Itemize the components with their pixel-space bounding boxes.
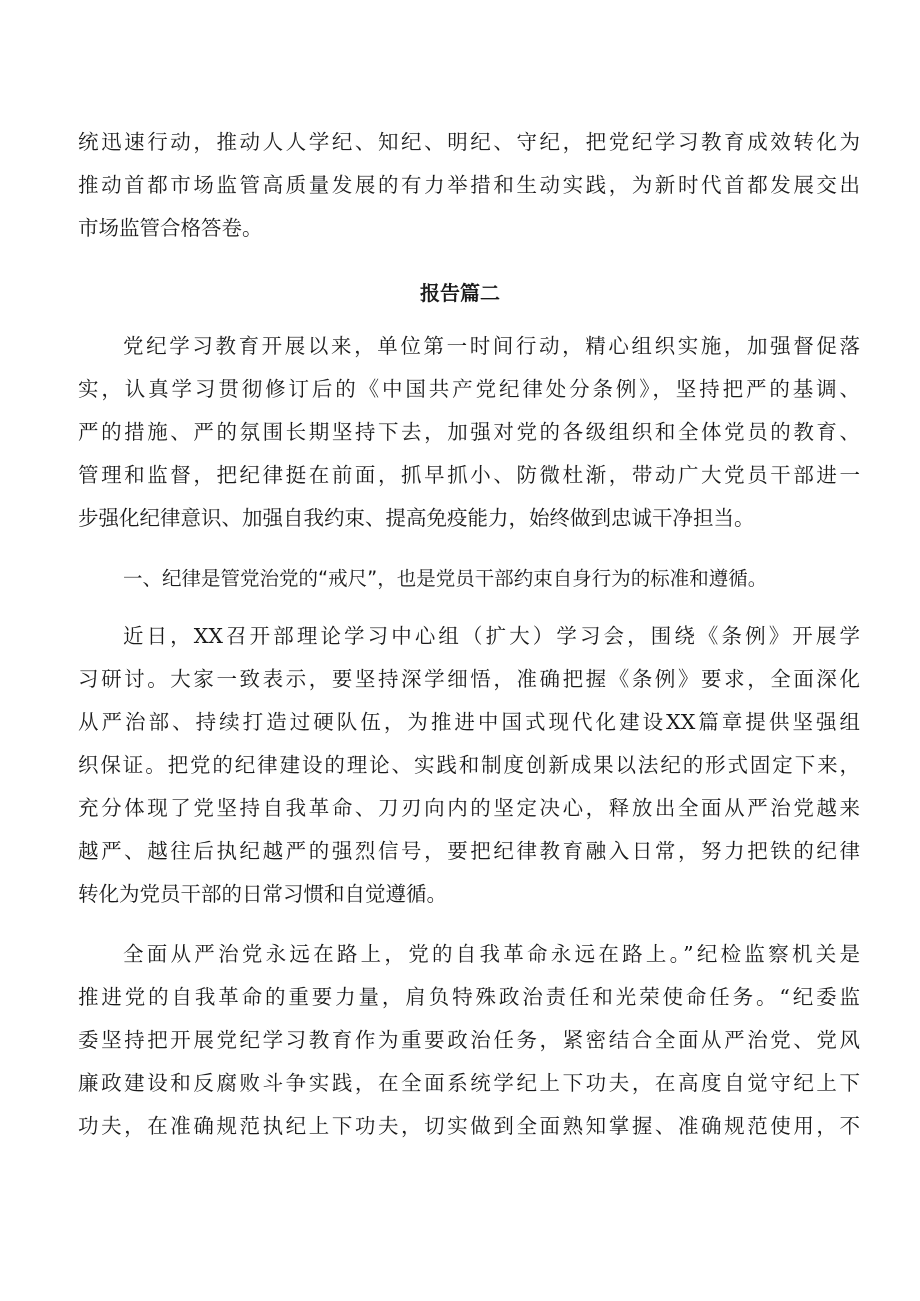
report-heading: 报告篇二	[420, 281, 500, 305]
text-line: 统迅速行动，推动人人学纪、知纪、明纪、守纪，把党纪学习教育成效转化为	[78, 130, 860, 154]
text-line: 推动首都市场监管高质量发展的有力举措和生动实践，为新时代首都发展交出	[78, 173, 860, 197]
text-line: 廉政建设和反腐败斗争实践，在全面系统学纪上下功夫，在高度自觉守纪上下	[78, 1071, 860, 1095]
text-line: 推进党的自我革命的重要力量，肩负特殊政治责任和光荣使命任务。“纪委监	[78, 985, 860, 1009]
text-line: 党纪学习教育开展以来，单位第一时间行动，精心组织实施，加强督促落	[123, 334, 860, 358]
text-line: 转化为党员干部的日常习惯和自觉遵循。	[78, 882, 447, 906]
text-line: 步强化纪律意识、加强自我约束、提高免疫能力，始终做到忠诚干净担当。	[78, 506, 755, 530]
text-line: 织保证。把党的纪律建设的理论、实践和制度创新成果以法纪的形式固定下来，	[78, 753, 860, 777]
section-heading: 一、纪律是管党治党的“戒尺”，也是党员干部约束自身行为的标准和遵循。	[123, 567, 768, 590]
text-line: 委坚持把开展党纪学习教育作为重要政治任务，紧密结合全面从严治党、党风	[78, 1028, 860, 1052]
text-line: 习研讨。大家一致表示，要坚持深学细悟，准确把握《条例》要求，全面深化	[78, 667, 860, 691]
text-line: 严的措施、严的氛围长期坚持下去，加强对党的各级组织和全体党员的教育、	[78, 420, 860, 444]
text-line: 从严治部、持续打造过硬队伍，为推进中国式现代化建设XX篇章提供坚强组	[78, 710, 860, 734]
text-line: 全面从严治党永远在路上，党的自我革命永远在路上。”纪检监察机关是	[123, 942, 860, 966]
text-line: 管理和监督，把纪律挺在前面，抓早抓小、防微杜渐，带动广大党员干部进一	[78, 463, 860, 487]
text-line: 实，认真学习贯彻修订后的《中国共产党纪律处分条例》，坚持把严的基调、	[78, 377, 860, 401]
text-line: 市场监管合格答卷。	[78, 216, 263, 240]
text-line: 功夫，在准确规范执纪上下功夫，切实做到全面熟知掌握、准确规范使用，不	[78, 1114, 860, 1138]
text-line: 越严、越往后执纪越严的强烈信号，要把纪律教育融入日常，努力把铁的纪律	[78, 839, 860, 863]
text-line: 近日，XX召开部理论学习中心组（扩大）学习会，围绕《条例》开展学	[123, 624, 860, 648]
text-line: 充分体现了党坚持自我革命、刀刃向内的坚定决心，释放出全面从严治党越来	[78, 796, 860, 820]
